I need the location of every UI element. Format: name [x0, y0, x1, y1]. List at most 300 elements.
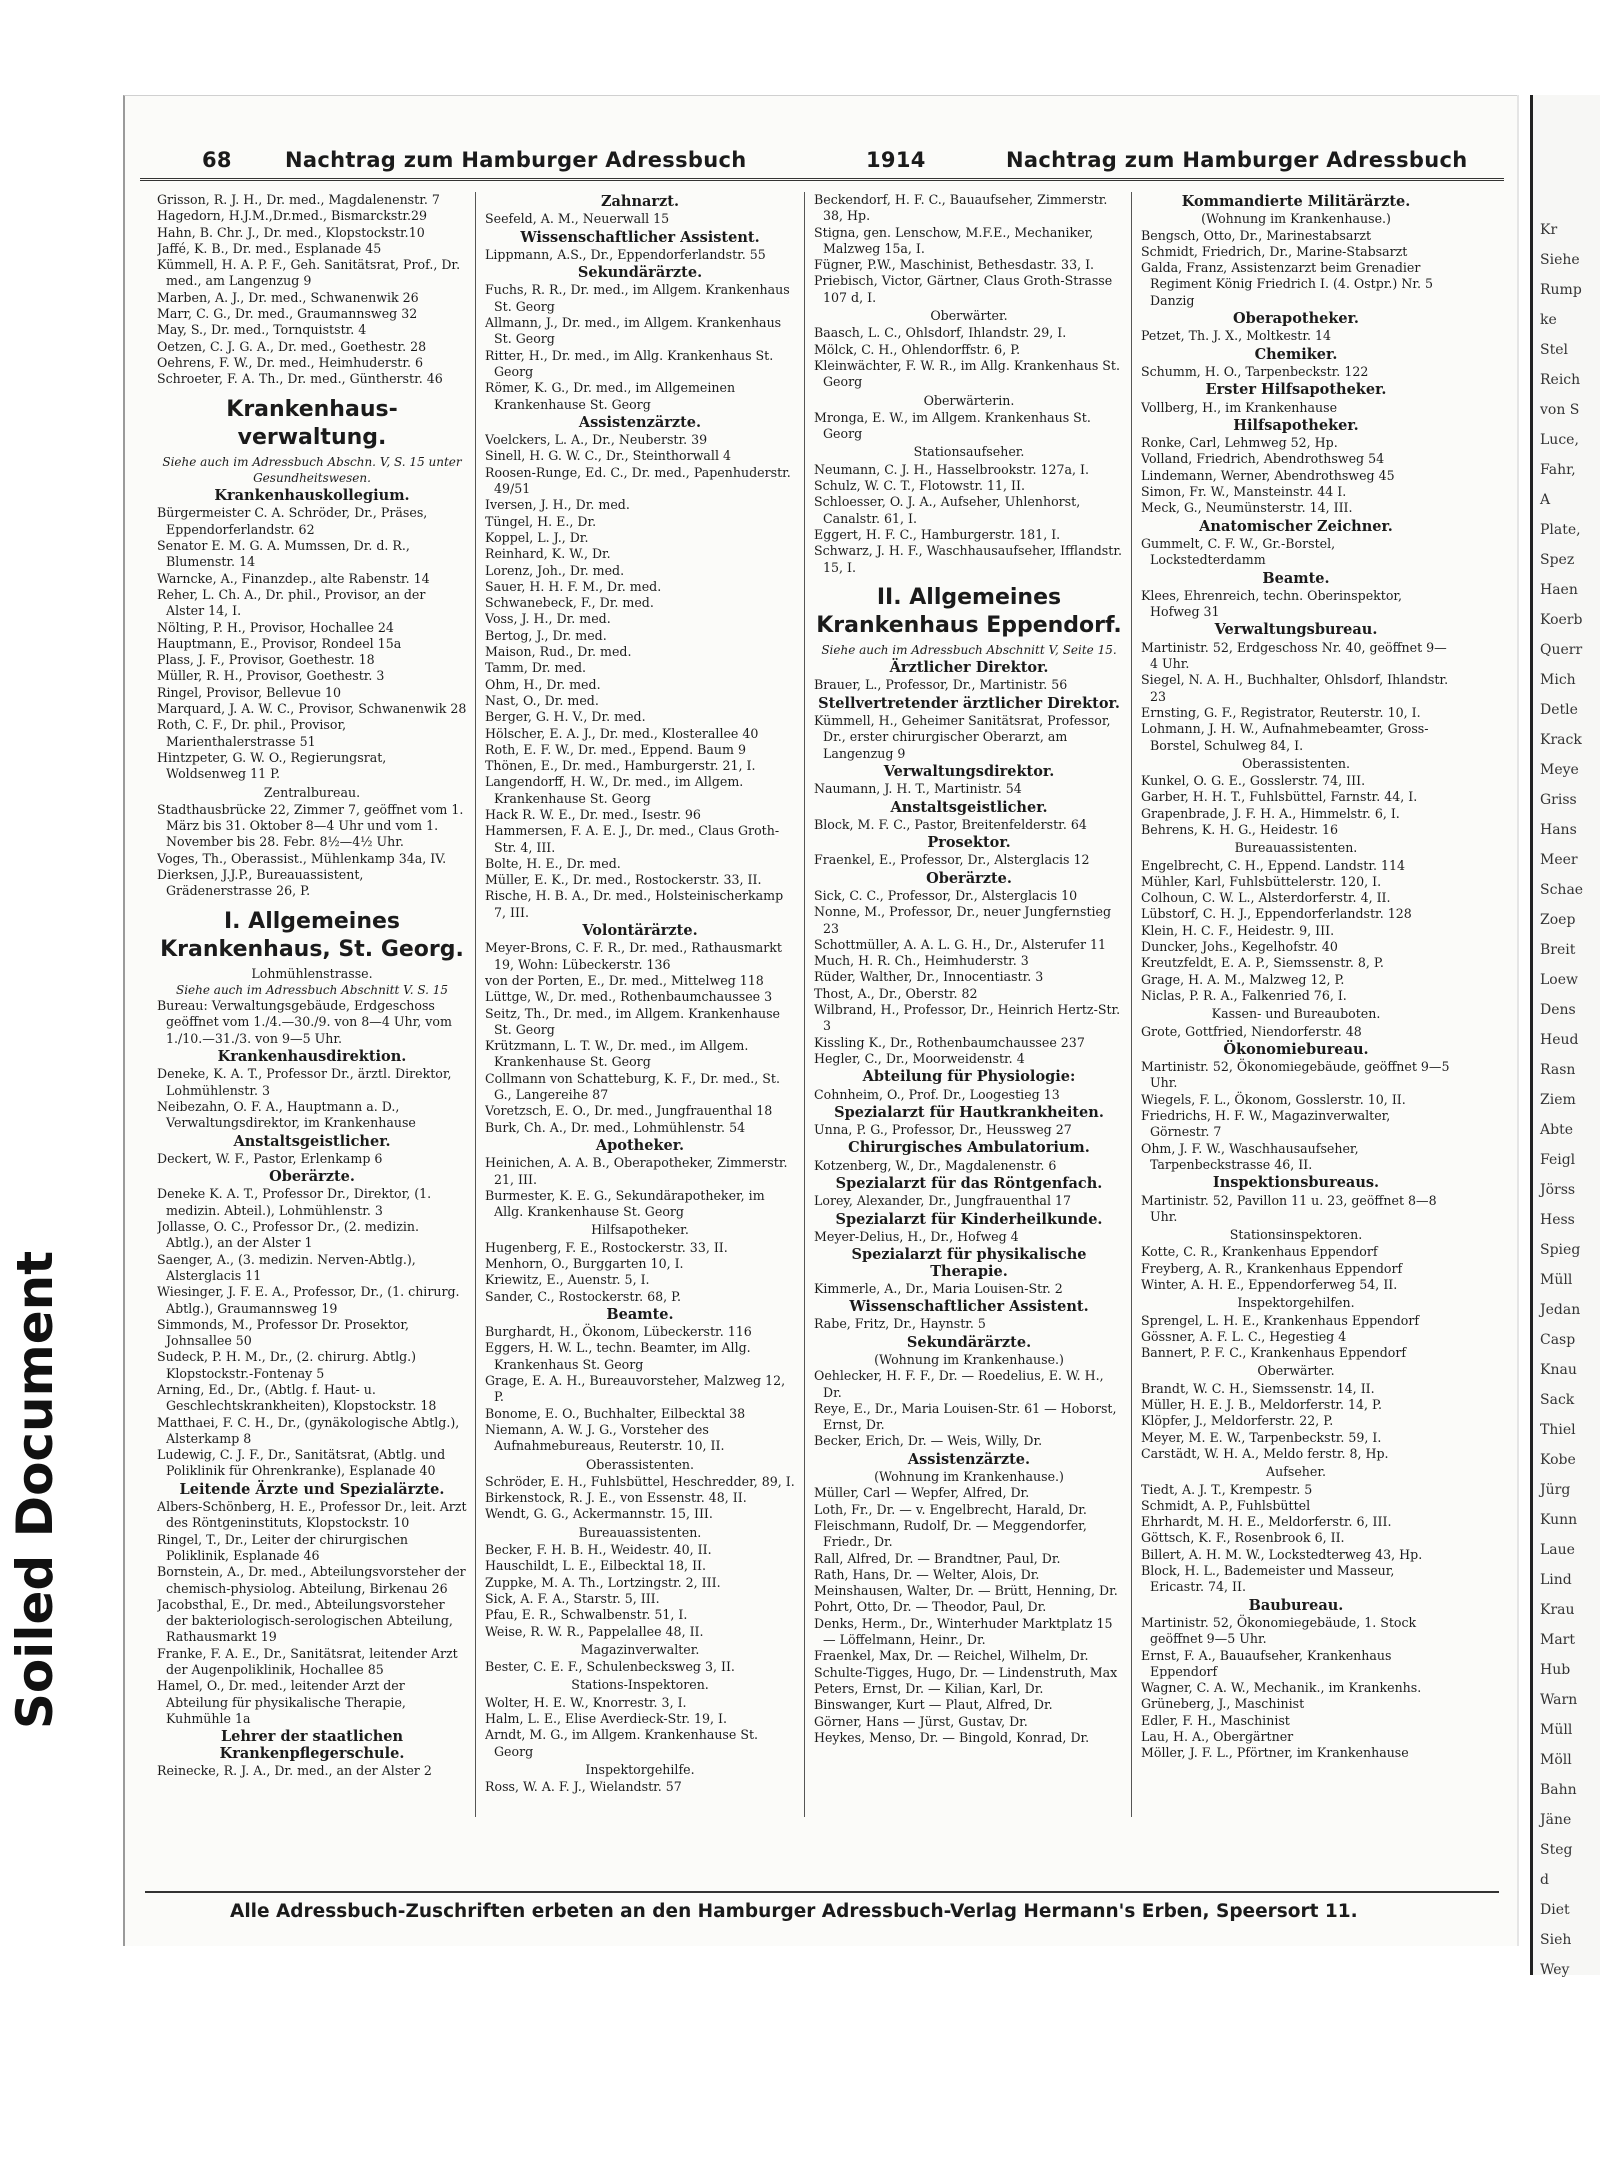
entry: Tamm, Dr. med. [485, 660, 587, 676]
entry: Zuppke, M. A. Th., Lortzingstr. 2, III. [485, 1574, 721, 1590]
entry: Matthaei, F. C. H., Dr., (gynäkologische Abtlg.), Alsterkamp 8 [157, 1414, 460, 1446]
column-rule [475, 192, 476, 1817]
adjacent-fragment: Jäne [1540, 1812, 1572, 1828]
adjacent-fragment: Reich [1540, 372, 1581, 388]
adjacent-fragment: Feigl [1540, 1152, 1576, 1168]
entry: Duncker, Johs., Kegelhofstr. 40 [1141, 939, 1338, 955]
adjacent-fragment: Warn [1540, 1692, 1578, 1708]
entry: Kotte, C. R., Krankenhaus Eppendorf [1141, 1244, 1378, 1260]
entry: Garber, H. H. T., Fuhlsbüttel, Farnstr. 44, I. [1141, 789, 1418, 805]
entry: Heykes, Menso, Dr. — Bingold, Konrad, Dr. [814, 1729, 1090, 1745]
entry: Kissling K., Dr., Rothenbaumchaussee 237 [814, 1034, 1085, 1050]
section-heading: Abteilung für Physiologie: [862, 1068, 1076, 1086]
adjacent-fragment: Müll [1540, 1722, 1573, 1738]
entry: Ringel, T., Dr., Leiter der chirurgischen Poliklinik, Esplanade 46 [157, 1531, 409, 1563]
section-heading: Sekundärärzte. [577, 264, 703, 282]
entry: Rath, Hans, Dr. — Welter, Alois, Dr. [814, 1566, 1040, 1582]
entry: Lippmann, A.S., Dr., Eppendorferlandstr. 55 [485, 246, 766, 262]
entry: Klees, Ehrenreich, techn. Oberinspektor, Hofweg 31 [1141, 587, 1403, 620]
entry: Denks, Herm., Dr., Winterhuder Marktplatz 15 — Löffelmann, Heinr., Dr. [814, 1615, 1113, 1648]
entry: Schwanebeck, F., Dr. med. [485, 595, 654, 611]
section-heading: Assistenzärzte. [907, 1450, 1031, 1468]
entry: Nölting, P. H., Provisor, Hochallee 24 [157, 619, 394, 635]
adjacent-fragment: Wey [1540, 1962, 1570, 1978]
adjacent-fragment: Krau [1540, 1602, 1575, 1618]
entry: Lohmann, J. H. W., Aufnahmebeamter, Gross-Borstel, Schulweg 84, I. [1141, 721, 1429, 753]
section-heading: Anstaltsgeistlicher. [233, 1132, 391, 1150]
entry: Siegel, N. A. H., Buchhalter, Ohlsdorf, Ihlandstr. 23 [1141, 672, 1449, 704]
entry: Sick, A. F. A., Starstr. 5, III. [485, 1590, 660, 1606]
entry: Fügner, P.W., Maschinist, Bethesdastr. 33, I. [814, 257, 1095, 273]
adjacent-fragment: Krack [1540, 732, 1582, 748]
section-heading: Anatomischer Zeichner. [1199, 517, 1393, 535]
subsection-heading: Aufseher. [1266, 1464, 1326, 1480]
entry: Schwarz, J. H. F., Waschhausaufseher, Ifflandstr. 15, I. [814, 543, 1122, 575]
entry: May, S., Dr. med., Tornquiststr. 4 [157, 322, 367, 338]
entry: Ronke, Carl, Lehmweg 52, Hp. [1141, 435, 1338, 451]
adjacent-fragment: Griss [1540, 792, 1577, 808]
entry: Krützmann, L. T. W., Dr. med., im Allgem. Krankenhause St. Georg [485, 1038, 749, 1070]
entry: Albers-Schönberg, H. E., Professor Dr., leit. Arzt des Röntgeninstituts, Klopstockstr. 10 [157, 1499, 467, 1531]
adjacent-fragment: Fahr, [1540, 462, 1576, 478]
entry: Pohrt, Otto, Dr. — Theodor, Paul, Dr. [814, 1599, 1047, 1615]
entry: Kümmell, H. A. P. F., Geh. Sanitätsrat, Prof., Dr. med., am Langenzug 9 [157, 257, 461, 289]
entry: Tüngel, H. E., Dr. [485, 513, 597, 529]
adjacent-fragment: Breit [1540, 942, 1576, 958]
section-heading: Ökonomiebureau. [1223, 1040, 1369, 1058]
entry: Eggers, H. W. L., techn. Beamter, im Allg. Krankenhaus St. Georg [485, 1340, 751, 1372]
entry: Lorenz, Joh., Dr. med. [485, 562, 625, 578]
entry: Langendorff, H. W., Dr. med., im Allgem. Krankenhause St. Georg [485, 774, 744, 806]
entry: Freyberg, A. R., Krankenhaus Eppendorf [1141, 1260, 1403, 1276]
entry: Galda, Franz, Assistenzarzt beim Grenadier Regiment König Friedrich I. (4. Ostpr.) Nr. 5 Danzig [1141, 260, 1434, 308]
entry: Plass, J. F., Provisor, Goethestr. 18 [157, 652, 375, 668]
stamp-text: Soiled Document [6, 1250, 64, 1730]
entry: Hölscher, E. A. J., Dr. med., Klosterallee 40 [485, 725, 759, 741]
section-heading: Inspektionsbureaus. [1212, 1174, 1380, 1192]
section-heading: Assistenzärzte. [578, 413, 702, 431]
section-heading: Beamte. [1262, 569, 1330, 587]
entry: Martinistr. 52, Erdgeschoss Nr. 40, geöffnet 9—4 Uhr. [1141, 639, 1447, 672]
entry: Deneke, K. A. T., Professor Dr., ärztl. Direktor, Lohmühlenstr. 3 [157, 1066, 452, 1098]
adjacent-fragment: Jörss [1540, 1182, 1576, 1198]
entry: Stigna, gen. Lenschow, M.F.E., Mechaniker, Malzweg 15a, I. [814, 224, 1094, 256]
entry: Bolte, H. E., Dr. med. [485, 855, 621, 871]
page-header [140, 144, 1504, 181]
entry: Voelckers, L. A., Dr., Neuberstr. 39 [485, 432, 708, 448]
subsection-heading: Stationsinspektoren. [1229, 1227, 1363, 1243]
adjacent-fragment: Querr [1540, 642, 1583, 658]
entry: Jaffé, K. B., Dr. med., Esplanade 45 [157, 240, 382, 256]
adjacent-fragment: Luce, [1540, 432, 1579, 448]
entry: Lau, H. A., Obergärtner [1141, 1729, 1294, 1745]
entry: Kimmerle, A., Dr., Maria Louisen-Str. 2 [814, 1280, 1063, 1296]
entry: Schmidt, Friedrich, Dr., Marine-Stabsarzt [1141, 243, 1408, 259]
subsection-heading: Bureauassistenten. [578, 1524, 702, 1540]
adjacent-fragment: Stel [1540, 342, 1568, 358]
entry: Voretzsch, E. O., Dr. med., Jungfrauenthal 18 [485, 1103, 773, 1119]
centered-note: (Wohnung im Krankenhause.) [874, 1469, 1064, 1485]
section-title: I. Allgemeines Krankenhaus, St. Georg. [160, 908, 464, 962]
entry: Sauer, H. H. F. M., Dr. med. [485, 578, 662, 594]
entry: Mronga, E. W., im Allgem. Krankenhaus St. Georg [814, 409, 1091, 442]
adjacent-fragment: Rump [1540, 282, 1582, 298]
entry: Bornstein, A., Dr. med., Abteilungsvorsteher der chemisch-physiolog. Abteilung, Birkenau 26 [157, 1564, 466, 1596]
column-rule [1131, 192, 1132, 1817]
entry: Hammersen, F. A. E. J., Dr. med., Claus Groth-Str. 4, III. [485, 823, 780, 855]
adjacent-fragment: ke [1540, 312, 1557, 328]
entry: Lübstorf, C. H. J., Eppendorferlandstr. 128 [1141, 906, 1412, 922]
entry: Pfau, E. R., Schwalbenstr. 51, I. [485, 1607, 688, 1623]
section-heading: Volontärärzte. [582, 922, 698, 940]
entry: Schmidt, A. P., Fuhlsbüttel [1141, 1497, 1311, 1513]
header-right-title: Nachtrag zum Hamburger Adressbuch [1006, 148, 1468, 172]
entry: Binswanger, Kurt — Plaut, Alfred, Dr. [814, 1697, 1053, 1713]
entry: Senator E. M. G. A. Mumssen, Dr. d. R., Blumenstr. 14 [157, 538, 410, 570]
entry: Carstädt, W. H. A., Meldo ferstr. 8, Hp. [1141, 1445, 1389, 1461]
adjacent-fragment: Rasn [1540, 1062, 1576, 1078]
entry: Oetzen, C. J. G. A., Dr. med., Goethestr. 28 [157, 338, 427, 354]
section-heading: Anstaltsgeistlicher. [890, 798, 1048, 816]
entry: Bürgermeister C. A. Schröder, Dr., Präses, Eppendorferlandstr. 62 [157, 505, 428, 537]
adjacent-fragment: Casp [1540, 1332, 1576, 1348]
entry: Mühler, Karl, Fuhlsbüttelerstr. 120, I. [1141, 873, 1382, 889]
section-heading: Wissenschaftlicher Assistent. [849, 1298, 1089, 1316]
section-heading: Krankenhauskollegium. [214, 487, 410, 505]
entry: Bureau: Verwaltungsgebäude, Erdgeschoss geöffnet vom 1./4.—30./9. von 8—4 Uhr, vom 1./10.—31./3. von 9—5 Uhr. [157, 998, 452, 1046]
adjacent-page-edge [1530, 95, 1600, 1978]
section-heading: Verwaltungsbureau. [1214, 621, 1378, 639]
entry: Seefeld, A. M., Neuerwall 15 [485, 211, 670, 227]
entry: Müller, E. K., Dr. med., Rostockerstr. 33, II. [485, 872, 762, 888]
section-heading: Beamte. [606, 1305, 674, 1323]
entry: Klein, H. C. F., Heidestr. 9, III. [1141, 922, 1335, 938]
column-1 [157, 192, 467, 1817]
section-heading: Chirurgisches Ambulatorium. [848, 1139, 1090, 1157]
section-heading: Spezialarzt für physikalische Therapie. [851, 1246, 1087, 1280]
entry: Grote, Gottfried, Niendorferstr. 48 [1141, 1023, 1362, 1039]
entry: Burk, Ch. A., Dr. med., Lohmühlenstr. 54 [485, 1119, 746, 1135]
entry: Fraenkel, E., Professor, Dr., Alsterglacis 12 [814, 852, 1090, 868]
entry: Oehlecker, H. F. F., Dr. — Roedelius, E. W. H., Dr. [814, 1368, 1104, 1400]
adjacent-fragment: Mich [1540, 672, 1576, 688]
section-heading: Krankenhausdirektion. [217, 1048, 407, 1066]
entry: Reher, L. Ch. A., Dr. phil., Provisor, an der Alster 14, I. [157, 586, 426, 619]
adjacent-fragment: Loew [1540, 972, 1578, 988]
entry: Wendt, G. G., Ackermannstr. 15, III. [485, 1506, 713, 1522]
section-heading: Hilfsapotheker. [1233, 416, 1359, 434]
entry: Heinichen, A. A. B., Oberapotheker, Zimmerstr. 21, III. [485, 1155, 788, 1187]
adjacent-fragment: Sack [1540, 1392, 1575, 1408]
entry: Bengsch, Otto, Dr., Marinestabsarzt [1141, 227, 1372, 243]
entry: Allmann, J., Dr. med., im Allgem. Krankenhaus St. Georg [485, 315, 782, 347]
entry: Sinell, H. G. W. C., Dr., Steinthorwall 4 [485, 448, 731, 464]
entry: Meyer, M. E. W., Tarpenbeckstr. 59, I. [1141, 1429, 1382, 1445]
entry: Ernst, F. A., Bauaufseher, Krankenhaus Eppendorf [1141, 1647, 1392, 1679]
section-heading: Verwaltungsdirektor. [883, 762, 1055, 780]
entry: Weise, R. W. R., Pappelallee 48, II. [485, 1623, 704, 1639]
entry: Hauptmann, E., Provisor, Rondeel 15a [157, 635, 402, 651]
adjacent-fragment: Steg [1540, 1842, 1573, 1858]
entry: Stadthausbrücke 22, Zimmer 7, geöffnet vom 1. März bis 31. Oktober 8—4 Uhr und vom 1. November bis 28. Febr. 8½—4½ Uhr. [157, 801, 464, 850]
section-heading: Wissenschaftlicher Assistent. [520, 228, 760, 246]
entry: Lüttge, W., Dr. med., Rothenbaumchaussee 3 [485, 989, 773, 1005]
entry: Friedrichs, H. F. W., Magazinverwalter, Görnestr. 7 [1141, 1108, 1391, 1140]
adjacent-fragment: Spez [1540, 552, 1575, 568]
section-heading: Baubureau. [1248, 1596, 1344, 1614]
adjacent-fragment: Kr [1540, 222, 1558, 238]
entry: Much, H. R. Ch., Heimhuderstr. 3 [814, 953, 1029, 969]
entry: Meinshausen, Walter, Dr. — Brütt, Henning, Dr. [814, 1583, 1118, 1599]
subsection-heading: Oberwärter. [1257, 1363, 1335, 1379]
subsection-heading: Hilfsapotheker. [591, 1222, 689, 1238]
section-heading: Erster Hilfsapotheker. [1205, 381, 1387, 399]
entry: Brauer, L., Professor, Dr., Martinistr. 56 [814, 677, 1068, 693]
adjacent-fragment: A [1540, 492, 1551, 508]
entry: Priebisch, Victor, Gärtner, Claus Groth-Strasse 107 d, I. [814, 273, 1113, 305]
entry: Meck, G., Neumünsterstr. 14, III. [1141, 500, 1353, 516]
entry: Deckert, W. F., Pastor, Erlenkamp 6 [157, 1150, 383, 1166]
adjacent-fragment: Hess [1540, 1212, 1575, 1228]
entry: Iversen, J. H., Dr. med. [485, 497, 630, 513]
section-heading: Kommandierte Militärärzte. [1181, 193, 1411, 210]
adjacent-fragment: Jürg [1540, 1482, 1571, 1498]
entry: Marben, A. J., Dr. med., Schwanenwik 26 [157, 289, 419, 305]
entry: Peters, Ernst, Dr. — Kilian, Karl, Dr. [814, 1680, 1044, 1696]
entry: Sander, C., Rostockerstr. 68, P. [485, 1288, 682, 1304]
adjacent-fragment: Dens [1540, 1002, 1576, 1018]
entry: Petzet, Th. J. X., Moltkestr. 14 [1141, 328, 1331, 344]
entry: Ringel, Provisor, Bellevue 10 [157, 684, 341, 700]
adjacent-fragment: Bahn [1540, 1782, 1577, 1798]
entry: Bonome, E. O., Buchhalter, Eilbecktal 38 [485, 1405, 746, 1421]
entry: Baasch, L. C., Ohlsdorf, Ihlandstr. 29, I. [814, 325, 1067, 341]
adjacent-fragment: Sieh [1540, 1932, 1572, 1948]
entry: Reye, E., Dr., Maria Louisen-Str. 61 — Hoborst, Ernst, Dr. [814, 1400, 1117, 1433]
entry: Brandt, W. C. H., Siemssenstr. 14, II. [1141, 1380, 1375, 1396]
section-heading: Oberärzte. [269, 1168, 355, 1186]
entry: Block, H. L., Bademeister und Masseur, Ericastr. 74, II. [1141, 1563, 1395, 1595]
entry: Lindemann, Werner, Abendrothsweg 45 [1141, 467, 1395, 483]
entry: Fraenkel, Max, Dr. — Reichel, Wilhelm, Dr. [814, 1648, 1089, 1664]
entry: Collmann von Schatteburg, K. F., Dr. med., St. G., Langereihe 87 [485, 1070, 780, 1103]
entry: Hegler, C., Dr., Moorweidenstr. 4 [814, 1050, 1025, 1066]
adjacent-fragment: Müll [1540, 1272, 1573, 1288]
adjacent-fragment: Diet [1540, 1902, 1570, 1918]
column-3 [814, 192, 1124, 1817]
entry: Tiedt, A. J. T., Krempestr. 5 [1141, 1481, 1313, 1497]
entry: Becker, Erich, Dr. — Weis, Willy, Dr. [814, 1433, 1043, 1449]
adjacent-fragment: Hans [1540, 822, 1577, 838]
entry: Thost, A., Dr., Oberstr. 82 [814, 985, 978, 1001]
subsection-heading: Zentralbureau. [263, 784, 361, 800]
entry: Warncke, A., Finanzdep., alte Rabenstr. 14 [157, 570, 430, 586]
entry: Franke, F. A. E., Dr., Sanitätsrat, leitender Arzt der Augenpoliklinik, Hochallee 85 [157, 1645, 458, 1678]
entry: Neibezahn, O. F. A., Hauptmann a. D., Verwaltungsdirektor, im Krankenhause [157, 1098, 416, 1131]
section-heading: Apotheker. [595, 1136, 685, 1154]
entry: Hamel, O., Dr. med., leitender Arzt der Abteilung für physikalische Therapie, Kuhmühle 1a [157, 1678, 406, 1726]
adjacent-fragment: von S [1540, 402, 1580, 418]
entry: Eggert, H. F. C., Hamburgerstr. 181, I. [814, 526, 1061, 542]
entry: Becker, F. H. B. H., Weidestr. 40, II. [485, 1542, 712, 1558]
entry: Billert, A. H. M. W., Lockstedterweg 43, Hp. [1141, 1546, 1423, 1562]
subsection-heading: Stationsaufseher. [913, 444, 1025, 460]
entry: Grapenbrade, J. F. H. A., Himmelstr. 6, I. [1141, 805, 1400, 821]
subsection-heading: Inspektorgehilfen. [1237, 1295, 1355, 1311]
subsection-heading: Stations-Inspektoren. [571, 1677, 709, 1693]
section-heading: Oberärzte. [926, 869, 1012, 887]
entry: Grüneberg, J., Maschinist [1141, 1696, 1305, 1712]
entry: Nonne, M., Professor, Dr., neuer Jungfernstieg 23 [814, 904, 1112, 936]
entry: Koppel, L. J., Dr. [485, 529, 589, 545]
entry: Jacobsthal, E., Dr. med., Abteilungsvorsteher der bakteriologisch-serologischen Abteilung, Rathausmarkt 19 [157, 1596, 453, 1645]
entry: Ritter, H., Dr. med., im Allg. Krankenhaus St. Georg [485, 347, 774, 379]
column-4 [1141, 192, 1451, 1817]
section-heading: Lehrer der staatlichen Krankenpflegerschule. [219, 1728, 405, 1762]
adjacent-fragment: Mart [1540, 1632, 1575, 1648]
entry: Ross, W. A. F. J., Wielandstr. 57 [485, 1779, 682, 1795]
entry: Behrens, K. H. G., Heidestr. 16 [1141, 821, 1339, 837]
subsection-heading: Magazinverwalter. [580, 1641, 700, 1657]
entry: Rabe, Fritz, Dr., Haynstr. 5 [814, 1316, 986, 1332]
entry: von der Porten, E., Dr. med., Mittelweg 118 [485, 972, 764, 988]
entry: Ohm, H., Dr. med. [485, 676, 601, 692]
entry: Wolter, H. E. W., Knorrestr. 3, I. [485, 1694, 687, 1710]
entry: Halm, L. E., Elise Averdieck-Str. 19, I. [485, 1711, 727, 1727]
entry: Burghardt, H., Ökonom, Lübeckerstr. 116 [485, 1324, 752, 1340]
entry: Martinistr. 52, Ökonomiegebäude, 1. Stock geöffnet 9—5 Uhr. [1141, 1614, 1417, 1647]
entry: Gössner, A. F. L. C., Hegestieg 4 [1141, 1328, 1347, 1344]
entry: Marquard, J. A. W. C., Provisor, Schwanenwik 28 [157, 701, 467, 717]
adjacent-fragment: Koerb [1540, 612, 1583, 628]
entry: Arndt, M. G., im Allgem. Krankenhause St. Georg [485, 1727, 759, 1759]
entry: Arning, Ed., Dr., (Abtlg. f. Haut- u. Geschlechtskrankheiten), Klopstockstr. 18 [157, 1382, 437, 1414]
adjacent-fragment: Abte [1540, 1122, 1573, 1138]
entry: Schulte-Tigges, Hugo, Dr. — Lindenstruth, Max [814, 1664, 1118, 1680]
header-left-title: Nachtrag zum Hamburger Adressbuch [285, 148, 747, 172]
entry: Sprengel, L. H. E., Krankenhaus Eppendorf [1141, 1312, 1420, 1328]
subsection-heading: Oberassistenten. [1241, 755, 1351, 771]
entry: Burmester, K. E. G., Sekundärapotheker, im Allg. Krankenhause St. Georg [485, 1187, 765, 1220]
adjacent-fragment: Detle [1540, 702, 1578, 718]
entry: Kümmell, H., Geheimer Sanitätsrat, Professor, Dr., erster chirurgischer Oberarzt, am Langenzug 9 [814, 713, 1111, 761]
subsection-heading: Oberassistenten. [585, 1456, 695, 1472]
entry: Birkenstock, R. J. E., von Essenstr. 48, II. [485, 1490, 747, 1506]
entry: Simon, Fr. W., Mansteinstr. 44 I. [1141, 484, 1347, 500]
centered-note: (Wohnung im Krankenhause.) [1201, 211, 1391, 227]
entry: Meyer-Delius, H., Dr., Hofweg 4 [814, 1228, 1019, 1244]
adjacent-fragment: Möll [1540, 1752, 1572, 1768]
entry: Bannert, P. F. C., Krankenhaus Eppendorf [1141, 1345, 1407, 1361]
entry: Görner, Hans — Jürst, Gustav, Dr. [814, 1713, 1028, 1729]
entry: Martinistr. 52, Pavillon 11 u. 23, geöffnet 8—8 Uhr. [1141, 1192, 1437, 1224]
entry: Möller, J. F. L., Pförtner, im Krankenhause [1141, 1745, 1409, 1761]
centered-note: (Wohnung im Krankenhause.) [874, 1352, 1064, 1367]
adjacent-fragment: Jedan [1540, 1302, 1581, 1318]
adjacent-fragment: Siehe [1540, 252, 1580, 268]
entry: Lorey, Alexander, Dr., Jungfrauenthal 17 [814, 1193, 1071, 1209]
entry: Hauschildt, L. E., Eilbecktal 18, II. [485, 1558, 707, 1574]
adjacent-fragment: Ziem [1540, 1092, 1576, 1108]
subsection-heading: Oberwärterin. [923, 392, 1015, 408]
entry: Naumann, J. H. T., Martinistr. 54 [814, 781, 1022, 797]
subsection-heading: Inspektorgehilfe. [585, 1761, 695, 1777]
section-heading: Chemiker. [1254, 345, 1338, 363]
entry: Engelbrecht, C. H., Eppend. Landstr. 114 [1141, 857, 1405, 873]
section-note: Siehe auch im Adressbuch Abschnitt V, Seite 15. [821, 642, 1117, 657]
column-rule [804, 192, 805, 1817]
entry: Schröder, E. H., Fuhlsbüttel, Heschredder, 89, I. [485, 1473, 795, 1489]
entry: Roth, C. F., Dr. phil., Provisor, Marienthalerstrasse 51 [157, 717, 347, 749]
entry: Göttsch, K. F., Rosenbrook 6, II. [1141, 1530, 1345, 1546]
subsection-heading: Bureauassistenten. [1234, 840, 1358, 856]
adjacent-fragment: Knau [1540, 1362, 1577, 1378]
soiled-document-stamp [6, 1160, 64, 1820]
entry: Niclas, P. R. A., Falkenried 76, I. [1141, 987, 1347, 1003]
entry: Wiesinger, J. F. E. A., Professor, Dr., (1. chirurg. Abtlg.), Graumannsweg 19 [157, 1284, 460, 1316]
adjacent-fragment: d [1540, 1872, 1549, 1888]
entry: Hintzpeter, G. W. O., Regierungsrat, Woldsenweg 11 P. [157, 749, 387, 782]
entry: Jollasse, O. C., Professor Dr., (2. medizin. Abtlg.), an der Alster 1 [157, 1219, 420, 1251]
subsection-heading: Kassen- und Bureauboten. [1211, 1006, 1381, 1022]
page-number: 68 [202, 148, 232, 172]
entry: Müller, Carl — Wepfer, Alfred, Dr. [814, 1485, 1030, 1501]
adjacent-fragment: Plate, [1540, 522, 1581, 538]
entry: Oehrens, F. W., Dr. med., Heimhuderstr. 6 [157, 354, 424, 370]
entry: Deneke K. A. T., Professor Dr., Direktor, (1. medizin. Abteil.), Lohmühlenstr. 3 [157, 1186, 432, 1218]
entry: Marr, C. G., Dr. med., Graumannsweg 32 [157, 306, 418, 322]
entry: Ehrhardt, M. H. E., Meldorferstr. 6, III. [1141, 1514, 1392, 1530]
entry: Schottmüller, A. A. L. G. H., Dr., Alsterufer 11 [814, 936, 1107, 952]
section-heading: Prosektor. [927, 834, 1011, 852]
section-heading: Stellvertretender ärztlicher Direktor. [818, 694, 1120, 712]
entry: Volland, Friedrich, Abendrothsweg 54 [1141, 451, 1385, 467]
entry: Grage, E. A. H., Bureauvorsteher, Malzweg 12, P. [485, 1373, 786, 1405]
entry: Grage, H. A. M., Malzweg 12, P. [1141, 971, 1345, 987]
entry: Seitz, Th., Dr. med., im Allgem. Krankenhause St. Georg [485, 1005, 781, 1037]
entry: Nast, O., Dr. med. [485, 692, 599, 708]
entry: Römer, K. G., Dr. med., im Allgemeinen Krankenhause St. Georg [485, 380, 736, 412]
section-title: II. Allgemeines Krankenhaus Eppendorf. [816, 584, 1122, 638]
adjacent-fragment: Thiel [1540, 1422, 1576, 1438]
adjacent-fragment: Schae [1540, 882, 1584, 898]
entry: Berger, G. H. V., Dr. med. [485, 709, 646, 725]
adjacent-page-text [1540, 215, 1583, 1985]
entry: Simmonds, M., Professor Dr. Prosektor, Johnsallee 50 [157, 1316, 410, 1349]
entry: Klöpfer, J., Meldorferstr. 22, P. [1141, 1413, 1334, 1429]
entry: Saenger, A., (3. medizin. Nerven-Abtlg.), Alsterglacis 11 [157, 1251, 416, 1283]
page-footer [145, 1891, 1499, 1933]
adjacent-fragment: Meer [1540, 852, 1578, 868]
entry: Loth, Fr., Dr. — v. Engelbrecht, Harald, Dr. [814, 1501, 1087, 1517]
adjacent-fragment: Heud [1540, 1032, 1579, 1048]
entry: Beckendorf, H. F. C., Bauaufseher, Zimmerstr. 38, Hp. [814, 192, 1108, 224]
section-heading: Ärztlicher Direktor. [889, 659, 1049, 677]
entry: Kunkel, O. G. E., Gosslerstr. 74, III. [1141, 773, 1366, 789]
entry: Kreutzfeldt, E. A. P., Siemssenstr. 8, P. [1141, 955, 1384, 971]
entry: Fleischmann, Rudolf, Dr. — Meggendorfer, Friedr., Dr. [814, 1517, 1087, 1550]
entry: Schulz, W. C. T., Flotowstr. 11, II. [814, 478, 1025, 494]
entry: Roosen-Runge, Ed. C., Dr. med., Papenhuderstr. 49/51 [485, 464, 791, 497]
entry: Ludewig, C. J. F., Dr., Sanitätsrat, (Abtlg. und Poliklinik für Ohrenkranke), Esplanade 40 [157, 1447, 446, 1479]
entry: Rüder, Walther, Dr., Innocentiastr. 3 [814, 969, 1044, 985]
adjacent-fragment: Laue [1540, 1542, 1575, 1558]
entry: Martinistr. 52, Ökonomiegebäude, geöffnet 9—5 Uhr. [1141, 1059, 1450, 1091]
footer-notice: Alle Adressbuch-Zuschriften erbeten an den Hamburger Adressbuch-Verlag Hermann's Erben, Speersort 11. [230, 1901, 1358, 1922]
entry: Winter, A. H. E., Eppendorferweg 54, II. [1141, 1277, 1398, 1292]
entry: Fuchs, R. R., Dr. med., im Allgem. Krankenhaus St. Georg [485, 282, 790, 314]
entry: Schloesser, O. J. A., Aufseher, Uhlenhorst, Canalstr. 61, I. [814, 494, 1081, 526]
